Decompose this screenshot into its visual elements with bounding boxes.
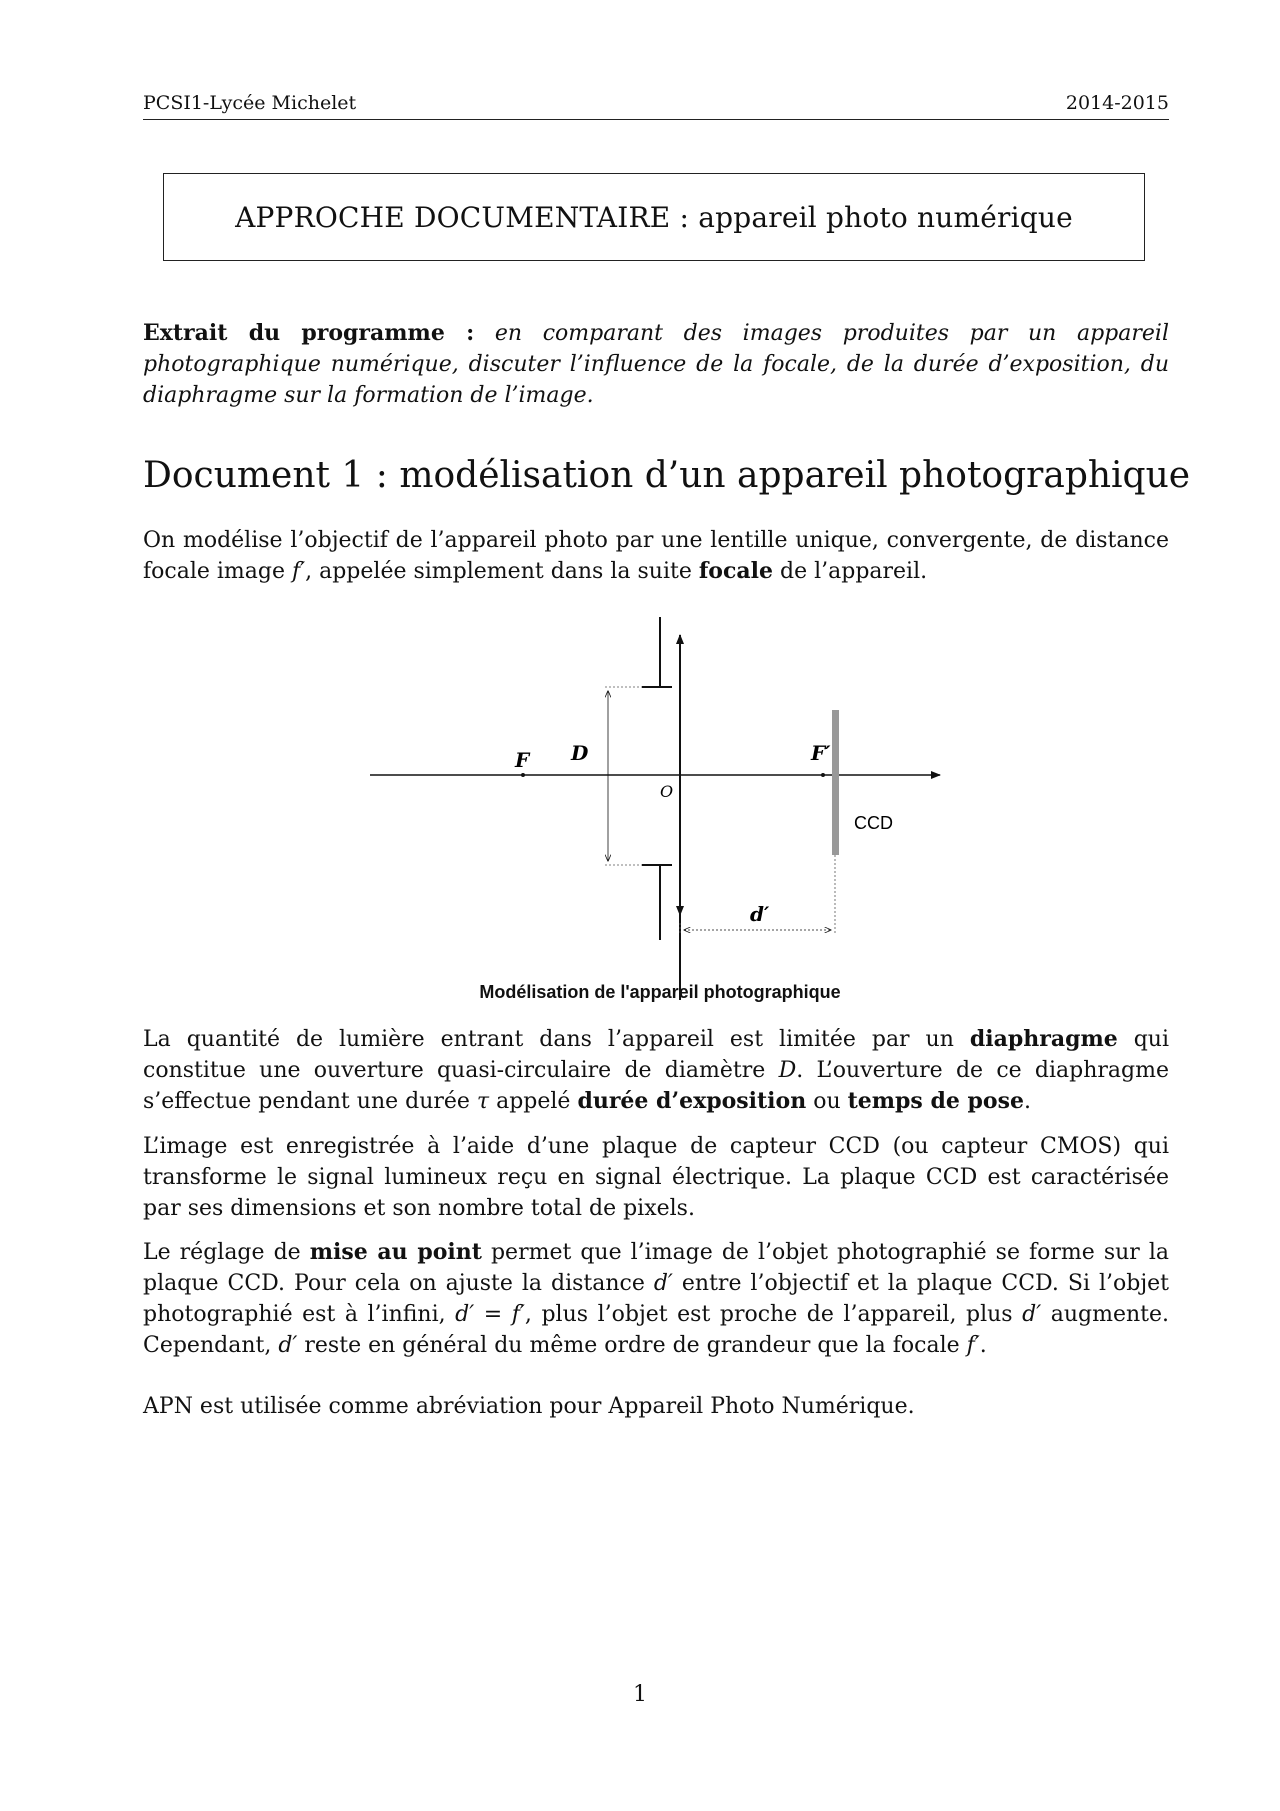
label-ccd: CCD [854,813,893,833]
p4-text-6: reste en général du même ordre de grandeur que la focale [297,1333,967,1358]
paragraph-diaphragme [143,1024,1169,1117]
p2-bold-duree: durée d’exposition [577,1088,807,1114]
figure-caption: Modélisation de l'appareil photographique [479,982,841,1002]
p4-math-d1: d′ [653,1271,673,1296]
paragraph-ccd: L’image est enregistrée à l’aide d’une plaque de capteur CCD (ou capteur CMOS) qui transforme le signal lumineux reçu en signal électrique. La plaque CCD est caractérisée par ses dimensions et son nombre total de pixels. [143,1134,1169,1221]
p4-text-4: , plus l’objet est proche de l’appareil, plus [524,1302,1023,1327]
p4-text-5: augmente. Cependant, [143,1302,1170,1358]
paragraph-mise-au-point [143,1237,1169,1361]
focal-point-f [521,773,525,777]
p1-text-2: , appelée simplement dans la suite [305,559,699,584]
focal-point-fp [821,773,825,777]
label-o: O [660,782,674,801]
page-number: 1 [633,1682,647,1707]
label-d: D [571,741,589,765]
header-rule [143,119,1169,120]
p2-text-6: . [1023,1089,1031,1114]
header-right: 2014-2015 [1065,92,1169,114]
p2-text-5: ou [806,1089,848,1114]
extrait-text: en comparant des images produites par un appareil photographique numérique, discuter l’influence de la focale, de la durée d’exposition, du diaphragme sur la formation de l’image. [143,321,1169,408]
p2-text-4: appelé [489,1089,578,1114]
ccd-sensor [832,710,839,855]
p1-text-3: de l’appareil. [773,559,928,584]
p1-bold-focale: focale [698,558,773,584]
extrait-label: Extrait du programme : [143,320,475,346]
p4-text-1: Le réglage de [143,1240,310,1265]
diaphragm-top [642,617,672,687]
p2-text-2: qui constitue une ouverture quasi-circulaire de diamètre [143,1027,1170,1083]
title-box [163,173,1145,261]
p2-text-3: . L’ouverture de ce diaphragme s’effectue pendant une durée [143,1058,1169,1114]
p2-math-tau: τ [476,1089,490,1114]
p2-text-1: La quantité de lumière entrant dans l’appareil est limitée par un [143,1027,970,1052]
p4-math-d3: d′ [278,1333,298,1358]
label-dp: d′ [750,902,770,926]
p4-text-3: entre l’objectif et la plaque CCD. Si l’objet photographié est à l’infini, [143,1271,1169,1327]
extrait-paragraph [143,318,1169,411]
camera-model-diagram [360,605,960,1005]
paragraph-apn: APN est utilisée comme abréviation pour Appareil Photo Numérique. [143,1394,915,1419]
p2-math-d: D [778,1058,797,1083]
p4-math-f: f′ [966,1333,980,1358]
page-title: APPROCHE DOCUMENTAIRE : appareil photo numérique [235,200,1073,234]
header-left: PCSI1-Lycée Michelet [143,92,357,114]
p4-text-7: . [979,1333,987,1358]
p2-bold-diaphragme: diaphragme [969,1026,1118,1052]
label-f: F [515,748,530,772]
paragraph-objectif [143,525,1169,587]
p4-text-2: permet que l’image de l’objet photographié se forme sur la plaque CCD. Pour cela on ajuste la distance [143,1240,1169,1296]
p4-math-d2: d′ [1022,1302,1042,1327]
p2-bold-temps: temps de pose [847,1088,1024,1114]
p4-math-eq: d′ = f′ [455,1302,525,1327]
p1-math-f: f′ [291,559,306,584]
label-fp: F′ [811,741,831,765]
p1-text-1: On modélise l’objectif de l’appareil photo par une lentille unique, convergente, de distance focale image [143,528,1169,584]
document1-heading: Document 1 : modélisation d’un appareil photographique [143,455,1191,496]
diaphragm-bottom [642,865,672,940]
p4-bold-mise: mise au point [309,1239,482,1265]
